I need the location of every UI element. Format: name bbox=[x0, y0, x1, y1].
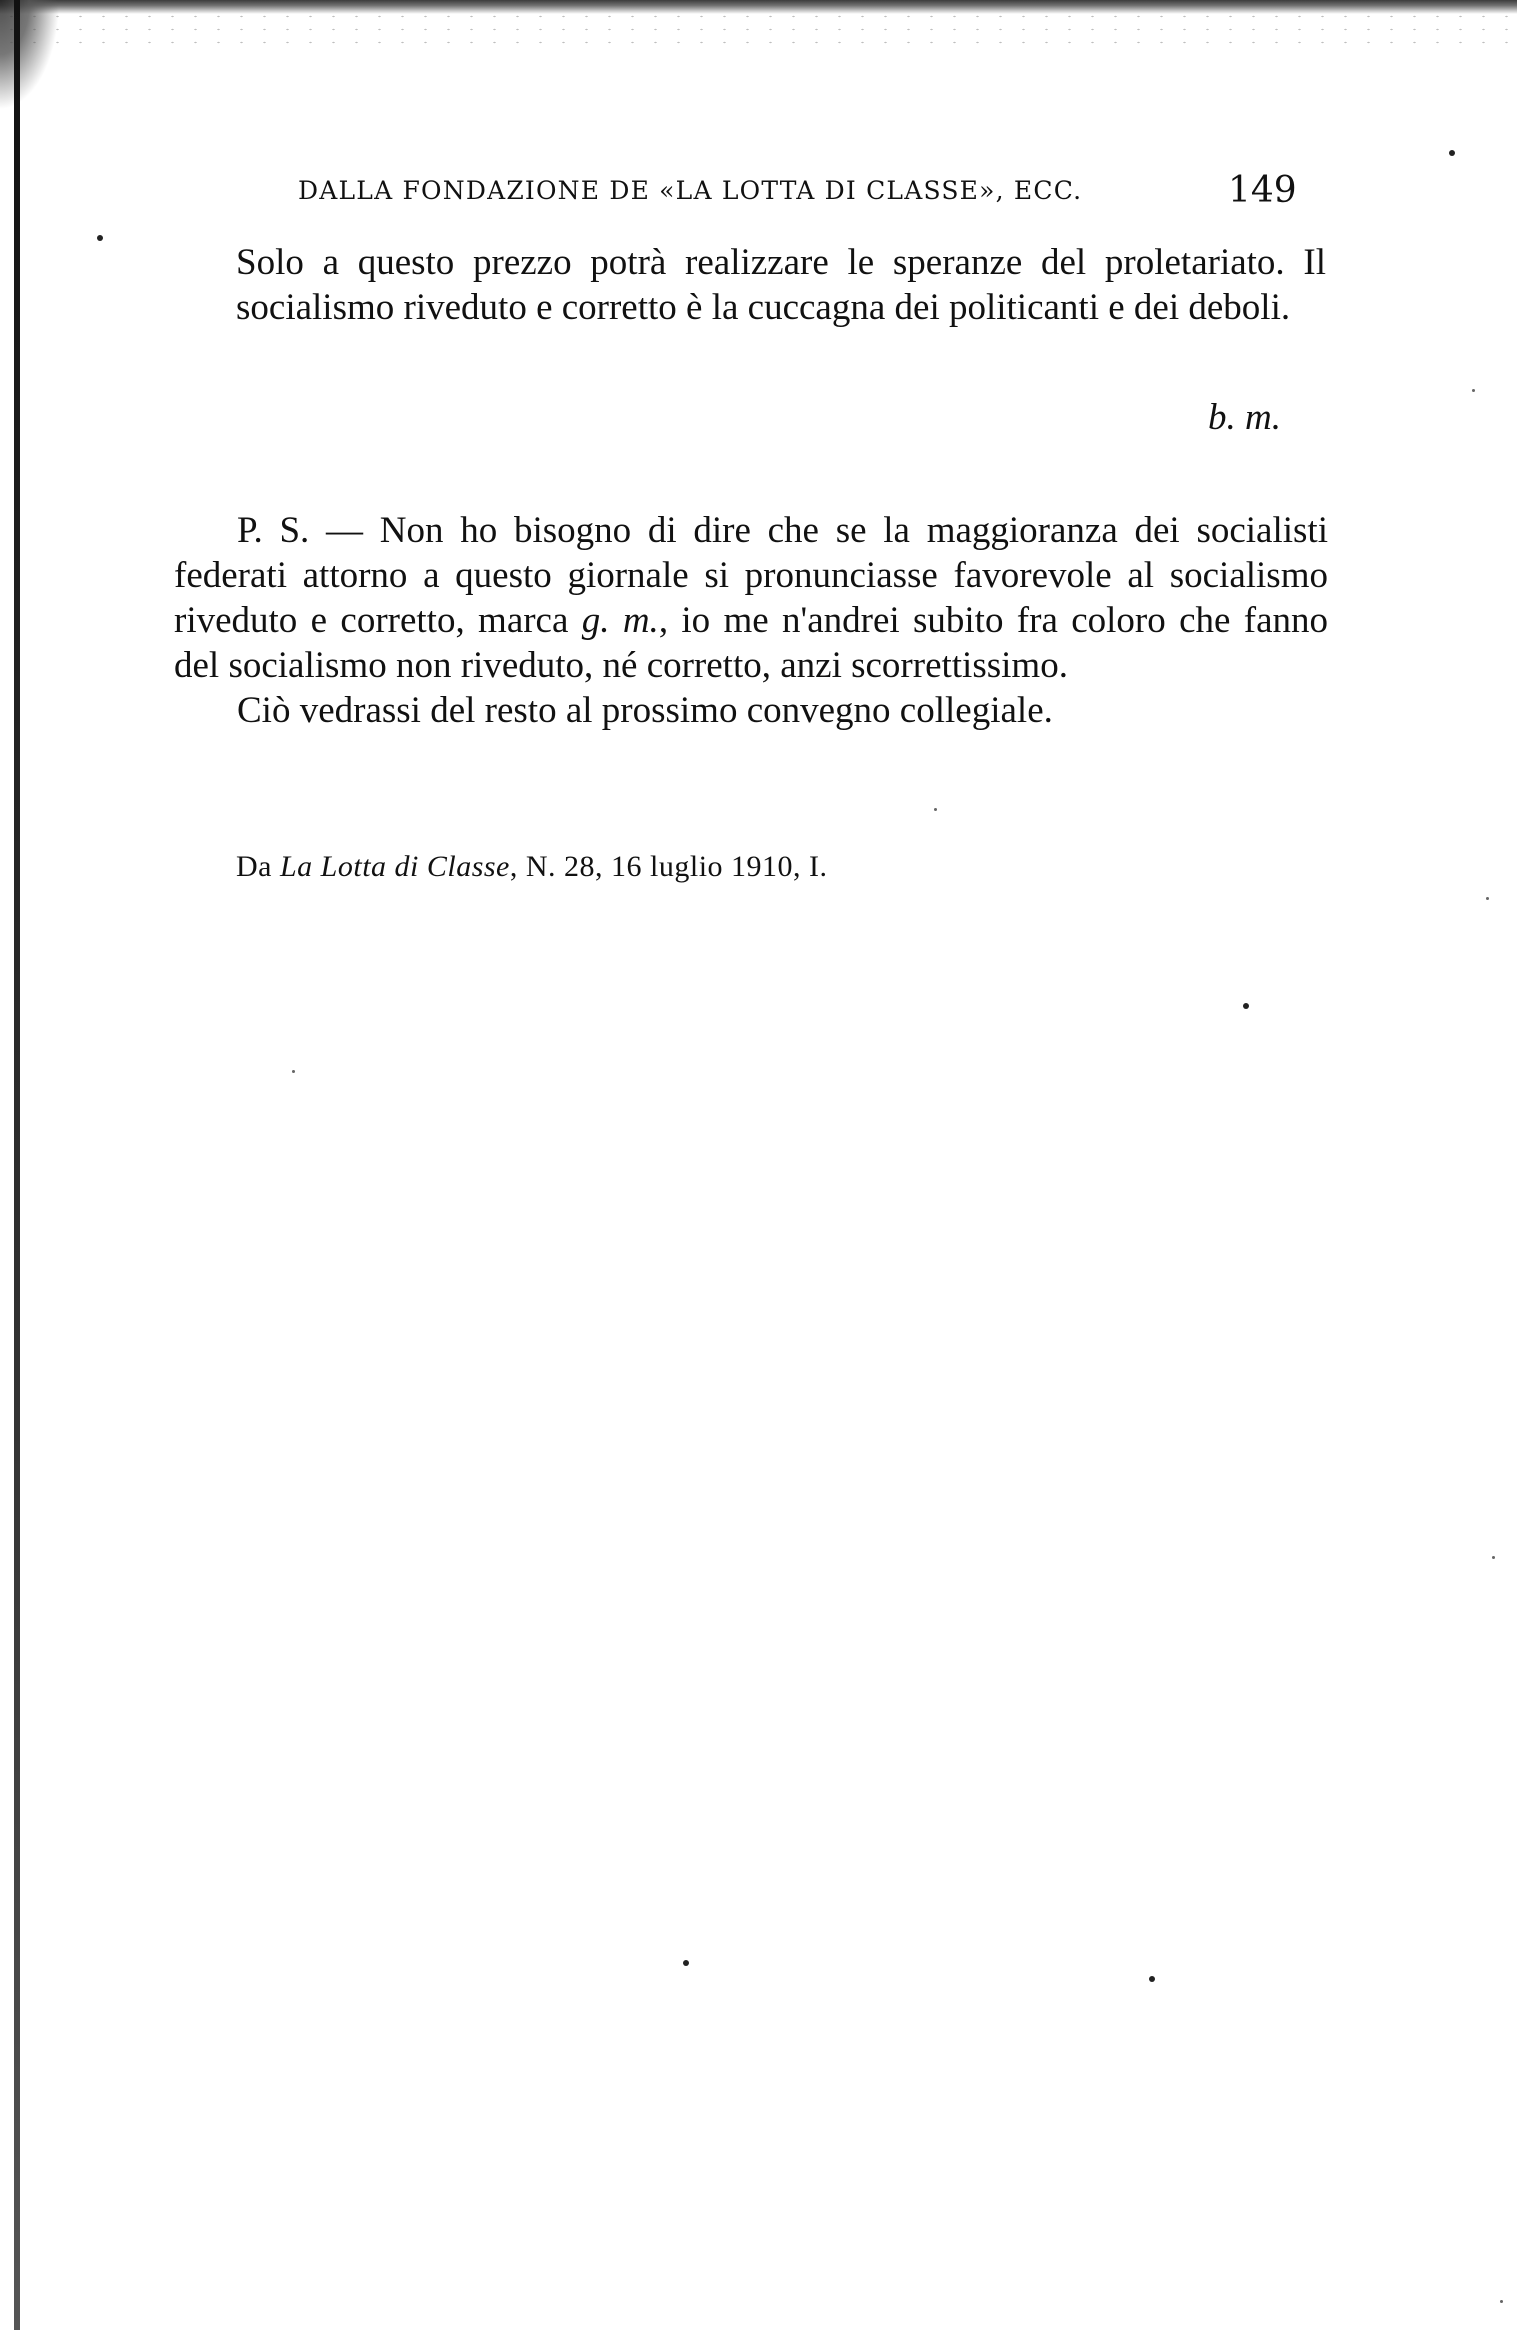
paragraph-1: Solo a questo prezzo potrà realizzare le speranze del proletariato. Il socialismo riveduto e corretto è la cuccagna dei politicanti e dei deboli. bbox=[236, 242, 1326, 328]
scan-speck bbox=[1492, 1556, 1495, 1559]
scan-speck bbox=[934, 808, 937, 811]
scan-speck bbox=[1149, 1976, 1155, 1982]
scan-speck bbox=[1449, 150, 1455, 156]
postscript-block bbox=[174, 508, 1328, 733]
postscript-text-start: P. S. — Non ho bisogno di dire che se la maggioranza dei socialisti federati attorno a questo giornale si pronunciasse favorevole al socialismo riveduto e corretto, marca bbox=[174, 510, 1328, 641]
postscript-text-end: , io me n'andrei subito fra coloro che fanno del socialismo non riveduto, né corretto, anzi scorrettissimo. bbox=[174, 600, 1328, 686]
source-details: , N. 28, 16 luglio 1910, I. bbox=[509, 850, 828, 883]
postscript-mark: g. m. bbox=[581, 600, 659, 641]
author-signature: b. m. bbox=[1208, 397, 1281, 438]
source-publication: La Lotta di Classe bbox=[279, 850, 510, 883]
scan-edge-left bbox=[14, 0, 20, 2330]
page-number: 149 bbox=[1228, 170, 1297, 211]
scan-speck bbox=[1486, 897, 1489, 900]
scan-speck bbox=[1472, 389, 1475, 392]
source-note bbox=[236, 850, 828, 884]
paragraph-3: Ciò vedrassi del resto al prossimo convegno collegiale. bbox=[237, 690, 1053, 731]
paragraph-continuation bbox=[236, 240, 1326, 330]
running-head-title: DALLA FONDAZIONE DE «LA LOTTA DI CLASSE», ECC. bbox=[298, 176, 1083, 205]
scan-speck bbox=[97, 235, 103, 241]
scan-speck bbox=[1500, 2300, 1503, 2303]
scan-speck bbox=[1243, 1003, 1249, 1009]
postscript-paragraph bbox=[174, 508, 1328, 688]
scan-corner-shadow bbox=[0, 0, 60, 110]
scan-speck bbox=[683, 1960, 689, 1966]
source-prefix: Da bbox=[236, 850, 280, 883]
scan-speck bbox=[292, 1070, 295, 1073]
scan-noise-top bbox=[0, 10, 1517, 50]
